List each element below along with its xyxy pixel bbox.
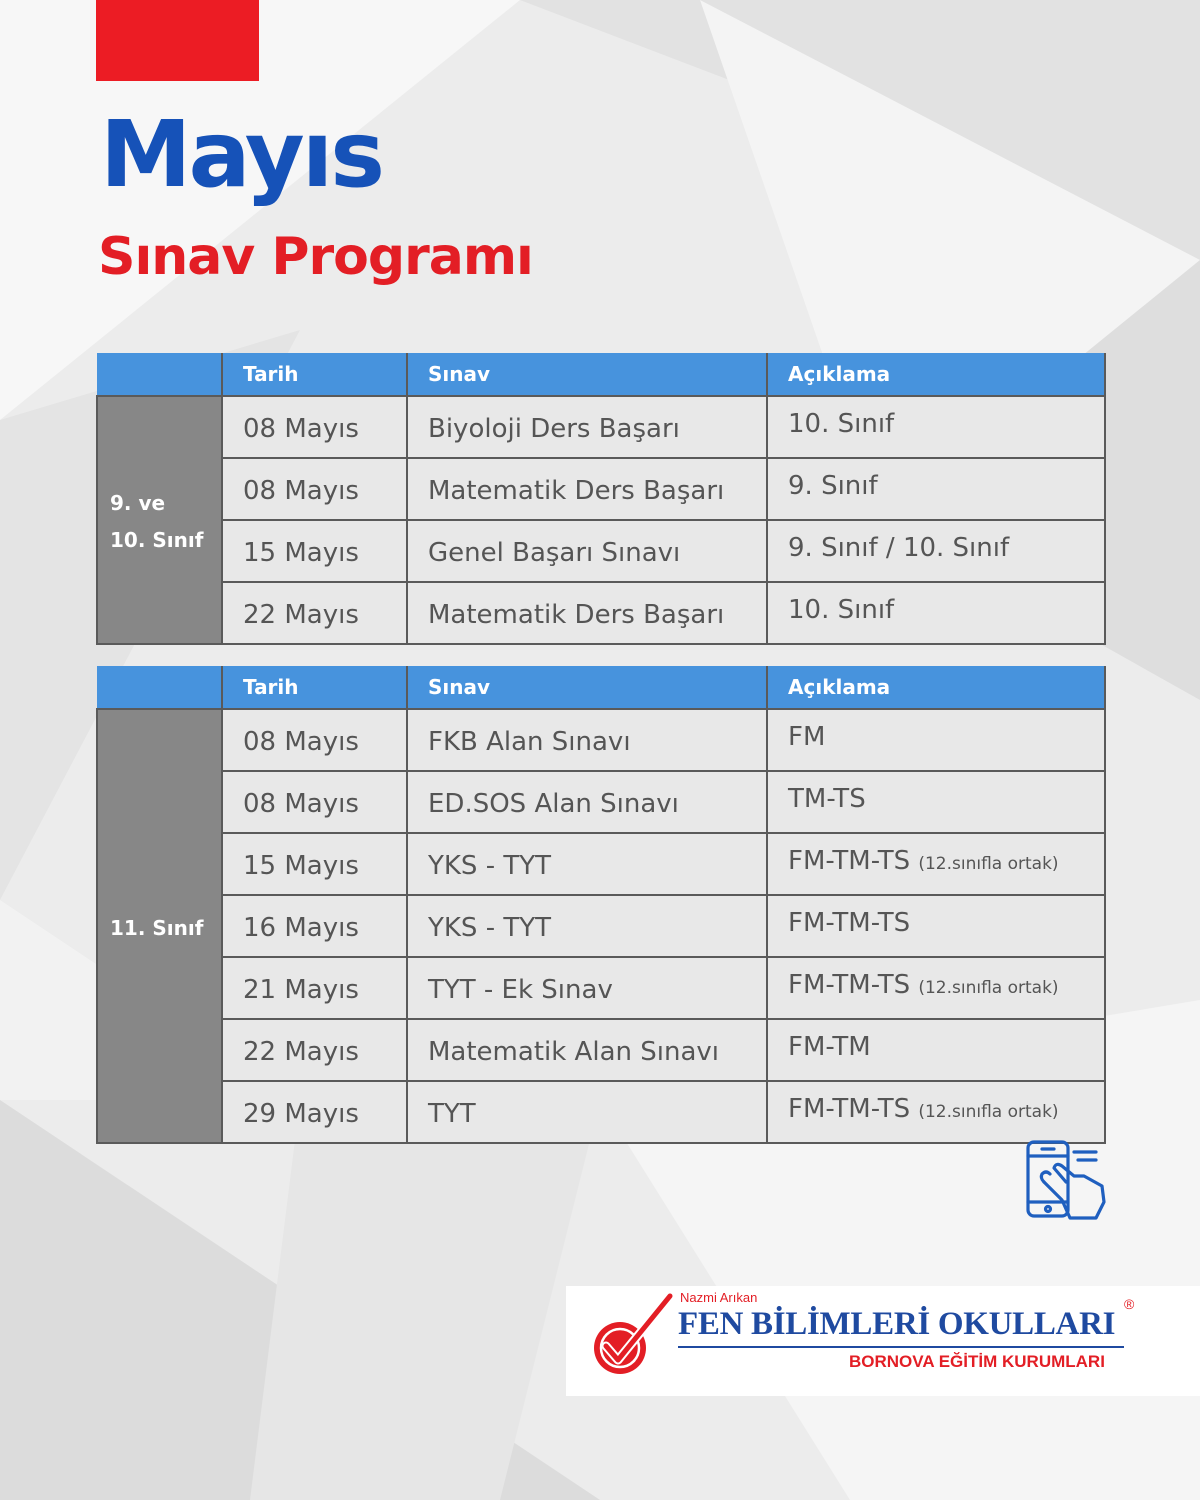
header-exam: Sınav bbox=[407, 666, 767, 709]
cell-exam: YKS - TYT bbox=[407, 895, 767, 957]
cell-date: 22 Mayıs bbox=[222, 1019, 407, 1081]
cell-date: 21 Mayıs bbox=[222, 957, 407, 1019]
cell-exam: FKB Alan Sınavı bbox=[407, 709, 767, 771]
cell-date: 08 Mayıs bbox=[222, 771, 407, 833]
table-row bbox=[97, 458, 1105, 520]
cell-description: 9. Sınıf bbox=[767, 458, 1105, 520]
group-label-line: 10. Sınıf bbox=[110, 528, 204, 552]
cell-exam: Genel Başarı Sınavı bbox=[407, 520, 767, 582]
logo-name-text: FEN BİLİMLERİ OKULLARI bbox=[678, 1306, 1116, 1342]
header-corner-cell bbox=[97, 353, 222, 396]
cell-description: 9. Sınıf / 10. Sınıf bbox=[767, 520, 1105, 582]
table-row bbox=[97, 833, 1105, 895]
table-row bbox=[97, 1019, 1105, 1081]
cell-description bbox=[767, 1081, 1105, 1143]
cell-description bbox=[767, 771, 1105, 833]
description-text: FM-TM-TS bbox=[788, 846, 911, 876]
header-description: Açıklama bbox=[767, 353, 1105, 396]
group-label-9-10 bbox=[97, 396, 222, 644]
table-row bbox=[97, 520, 1105, 582]
cell-exam: Matematik Alan Sınavı bbox=[407, 1019, 767, 1081]
table-header-row bbox=[97, 666, 1105, 709]
table-row bbox=[97, 957, 1105, 1019]
header-description: Açıklama bbox=[767, 666, 1105, 709]
cell-date: 08 Mayıs bbox=[222, 458, 407, 520]
cell-date: 29 Mayıs bbox=[222, 1081, 407, 1143]
description-note: (12.sınıfla ortak) bbox=[918, 1102, 1059, 1122]
cell-exam: ED.SOS Alan Sınavı bbox=[407, 771, 767, 833]
table-row bbox=[97, 582, 1105, 644]
table-row bbox=[97, 1081, 1105, 1143]
checkmark-seal-icon bbox=[582, 1290, 674, 1382]
table-header-row bbox=[97, 353, 1105, 396]
description-text: FM-TM-TS bbox=[788, 908, 911, 938]
header-exam: Sınav bbox=[407, 353, 767, 396]
group-label-11: 11. Sınıf bbox=[97, 709, 222, 1143]
cell-exam: Matematik Ders Başarı bbox=[407, 582, 767, 644]
logo-underline bbox=[678, 1346, 1124, 1348]
schedule-table-9-10 bbox=[96, 353, 1106, 645]
cell-exam: YKS - TYT bbox=[407, 833, 767, 895]
description-text: FM bbox=[788, 722, 826, 752]
table-row bbox=[97, 771, 1105, 833]
cell-date: 15 Mayıs bbox=[222, 833, 407, 895]
table-row bbox=[97, 709, 1105, 771]
cell-exam: TYT - Ek Sınav bbox=[407, 957, 767, 1019]
cell-exam: Biyoloji Ders Başarı bbox=[407, 396, 767, 458]
cell-date: 08 Mayıs bbox=[222, 709, 407, 771]
registered-mark: ® bbox=[1124, 1296, 1135, 1312]
description-text: TM-TS bbox=[788, 784, 866, 814]
description-text: FM-TM-TS bbox=[788, 1094, 911, 1124]
cell-date: 22 Mayıs bbox=[222, 582, 407, 644]
cell-exam: TYT bbox=[407, 1081, 767, 1143]
schedule-table-11 bbox=[96, 666, 1106, 1144]
group-label-line: 9. ve bbox=[110, 491, 166, 515]
cell-description bbox=[767, 833, 1105, 895]
cell-description: 10. Sınıf bbox=[767, 396, 1105, 458]
header-date: Tarih bbox=[222, 666, 407, 709]
accent-bar bbox=[96, 0, 259, 81]
cell-exam: Matematik Ders Başarı bbox=[407, 458, 767, 520]
table-row bbox=[97, 895, 1105, 957]
description-note: (12.sınıfla ortak) bbox=[918, 854, 1059, 874]
description-text: FM-TM-TS bbox=[788, 970, 911, 1000]
cell-date: 16 Mayıs bbox=[222, 895, 407, 957]
cell-description: 10. Sınıf bbox=[767, 582, 1105, 644]
header-date: Tarih bbox=[222, 353, 407, 396]
cell-description bbox=[767, 1019, 1105, 1081]
logo-subtitle-text: BORNOVA EĞİTİM KURUMLARI bbox=[849, 1352, 1105, 1371]
page-subtitle: Sınav Programı bbox=[98, 227, 533, 287]
page-title: Mayıs bbox=[100, 101, 383, 208]
cell-date: 15 Mayıs bbox=[222, 520, 407, 582]
description-text: FM-TM bbox=[788, 1032, 871, 1062]
cell-description bbox=[767, 895, 1105, 957]
logo-founder-text: Nazmi Arıkan bbox=[680, 1290, 758, 1305]
cell-description bbox=[767, 957, 1105, 1019]
phone-touch-icon bbox=[1022, 1138, 1106, 1222]
cell-date: 08 Mayıs bbox=[222, 396, 407, 458]
description-note: (12.sınıfla ortak) bbox=[918, 978, 1059, 998]
table-row bbox=[97, 396, 1105, 458]
cell-description bbox=[767, 709, 1105, 771]
school-logo bbox=[566, 1286, 1200, 1396]
header-corner-cell bbox=[97, 666, 222, 709]
